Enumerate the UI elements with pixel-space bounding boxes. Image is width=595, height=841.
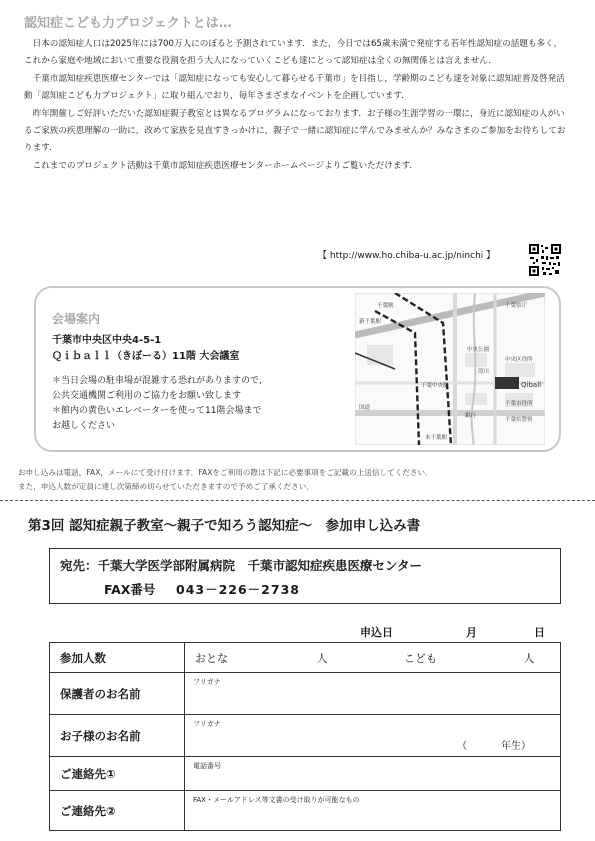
participants-label: 参加人数 [50,643,185,673]
map-label-hon-chiba: 本千葉駅 [425,435,448,441]
destination-text: 宛先：千葉大学医学部附属病院 千葉市認知症疾患医療センター [60,558,423,573]
venue-address: 千葉市中央区中央4-5-1 [52,335,162,346]
row-child-name [50,715,561,757]
map-label-kencho: 千葉県庁 [505,303,528,309]
guardian-name-label: 保護者のお名前 [50,673,185,715]
form-title: 第3回 認知症親子教室～親子で知ろう認知症～ 参加申し込み書 [28,518,421,534]
notice-line: また，申込人数が定員に達し次第締め切らせていただきますので予めご了承ください． [18,482,314,491]
qr-code-icon [528,243,562,277]
venue-note-line: お越しください [52,421,116,431]
contact-1-field[interactable] [185,757,561,791]
contact-2-field[interactable] [185,791,561,831]
venue-notes [52,374,262,434]
venue-note-line: 公共交通機関ご利用のご協力をお願い致します [52,391,242,401]
fax-number: 043－226－2738 [176,582,300,597]
map-label-chiba-chuo: 千葉中央駅 [421,383,449,389]
date-day: 日 [534,626,545,639]
row-participants [50,643,561,673]
guardian-furigana-hint: フリガナ [193,678,221,686]
application-form-table [49,642,561,831]
venue-title: 会場案内 [52,312,101,326]
map-label-chiba-station: 千葉駅 [377,303,394,309]
grade-open: （ [457,741,467,752]
child-label: こども [404,651,437,665]
child-unit: 人 [523,651,535,665]
row-contact-1 [50,757,561,791]
grade-label: 年生） [501,741,531,752]
row-guardian-name [50,673,561,715]
guardian-name-field[interactable] [185,673,561,715]
map-label-city-hall: 千葉市役所 [505,401,533,407]
venue-map [355,293,545,445]
section-title: 認知症こども力プロジェクトとは… [24,16,232,31]
child-name-label: お子様のお名前 [50,715,185,757]
cut-line [0,500,595,501]
fax-email-hint: FAX・メールアドレス等文書の受け取りが可能なもの [193,796,360,804]
date-month: 月 [466,626,477,639]
date-label: 申込日 [360,626,393,639]
intro-paragraph-1: 日本の認知症人口は2025年には700万人にのぼると予測されています．また，今日では65歳未満で発症する若年性認知症の話題も多く，これから家庭や地域において重要な役割を担う大人になっていくこども達にとって認知症は全くの無関係とは言えません． [24,39,563,67]
contact-1-label: ご連絡先① [50,757,185,791]
map-label-bank: 銀行 [465,413,477,419]
adult-unit: 人 [316,651,328,665]
map-label-police: 千葉県警察 [505,417,533,423]
adult-label: おとな [195,651,228,665]
notice-line: お申し込みは電話，FAX，メールにて受け付けます．FAXをご利用の際は下記に必要事項をご記載の上送信してください． [18,468,433,477]
map-label-river: 葭川 [478,369,490,375]
map-label-shin-chiba: 新千葉駅 [359,319,382,325]
child-furigana-hint: フリガナ [193,720,221,728]
fax-label: FAX番号 [104,582,156,597]
intro-paragraph-3: 昨年開催しご好評いただいた認知症親子教室とは異なるプログラムになっております．お子様の生涯学習の一環に，身近に認知症の人がいるご家族の疾患理解の一助に，改めて家族を見直すきっかけに，親子で一緒に認知症に学んでみませんか？みなさまのご参加をお待ちしております． [24,108,566,154]
contact-2-label: ご連絡先② [50,791,185,831]
venue-note-line: ＊当日会場の駐車場が混雑する恐れがありますので, [52,376,262,386]
homepage-url[interactable]: 【 http://www.ho.chiba-u.ac.jp/ninchi 】 [318,251,496,261]
venue-building: Ｑｉｂａｌｌ（きぼーる）11階 大会議室 [52,351,240,362]
map-label-road: 国道 [359,405,371,411]
child-name-field[interactable] [185,715,561,757]
phone-hint: 電話番号 [193,762,221,770]
venue-note-line: ＊館内の黄色いエレベーターを使って11階会場まで [52,406,262,416]
intro-paragraph-2: 千葉市認知症疾患医療センターでは「認知症になっても安心して暮らせる千葉市」を目指し，学齢期のこども達を対象に認知症普及啓発活動「認知症こども力プロジェクト」に取り組んでおり，毎年さまざまなイベントを企画しています． [24,73,565,102]
intro-paragraph-4: これまでのプロジェクト活動は千葉市認知症疾患医療センターホームページよりご覧いただけます． [32,160,418,171]
row-contact-2 [50,791,561,831]
map-label-chuo-ku: 中央区役所 [505,357,533,363]
participants-field[interactable] [185,643,561,673]
map-label-qiball: Qiball [521,381,542,389]
map-label-chuo-park: 中央公園 [467,347,490,353]
application-notice [18,466,578,494]
intro-text [24,36,570,175]
